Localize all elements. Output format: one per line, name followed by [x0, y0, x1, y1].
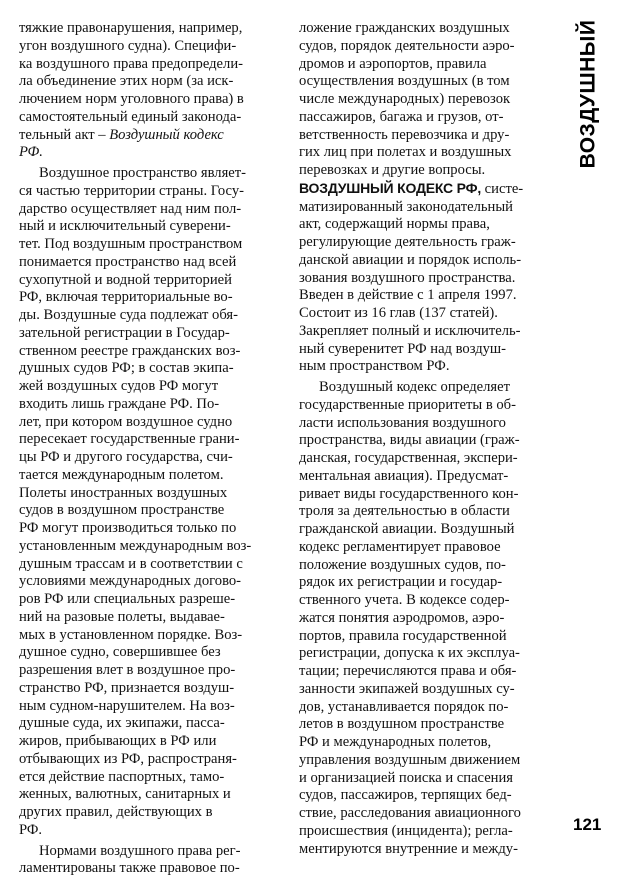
text-line: числе международных) перевозок — [299, 91, 561, 109]
text-line: дов, устанавливается порядок по- — [299, 699, 561, 717]
text-line — [299, 180, 561, 199]
text-line: РФ, включая территориальные во- — [19, 289, 287, 307]
text-line: ствие, расследования авиационного — [299, 805, 561, 823]
text-line: ственного учета. В кодексе содер- — [299, 592, 561, 610]
text-line: ка воздушного права предопредели- — [19, 56, 287, 74]
page-number: 121 — [573, 815, 601, 835]
text-line: данская, государственная, экспери- — [299, 450, 561, 468]
text-line: ется действие паспортных, тамо- — [19, 769, 287, 787]
left-column — [19, 20, 287, 878]
text-line: гих лиц при полетах и воздушных — [299, 144, 561, 162]
text-line: тет. Под воздушным пространством — [19, 236, 287, 254]
text-line: ложение гражданских воздушных — [299, 20, 561, 38]
text-line: отбывающих из РФ, распространя- — [19, 751, 287, 769]
text-line: душных судов РФ; в состав экипа- — [19, 360, 287, 378]
text-line: судов, пассажиров, терпящих бед- — [299, 787, 561, 805]
text-line: положение воздушных судов, по- — [299, 557, 561, 575]
text-line: разрешения влет в воздушное про- — [19, 662, 287, 680]
text-line: странство РФ, признается воздуш- — [19, 680, 287, 698]
text-line: мых в установленном порядке. Воз- — [19, 627, 287, 645]
text-line: происшествия (инцидента); регла- — [299, 823, 561, 841]
text-line: установленным международным воз- — [19, 538, 287, 556]
text-line: жиров, прибывающих в РФ или — [19, 733, 287, 751]
text-line: тяжкие правонарушения, например, — [19, 20, 287, 38]
left-paragraph-3 — [19, 843, 287, 878]
text-line: пространства, виды авиации (граж- — [299, 432, 561, 450]
text-line: Полеты иностранных воздушных — [19, 485, 287, 503]
text-line: душные суда, их экипажи, пасса- — [19, 715, 287, 733]
text-line: ды. Воздушные суда подлежат обя- — [19, 307, 287, 325]
text-line: Закрепляет полный и исключитель- — [299, 323, 561, 341]
text-fragment: систе- — [481, 181, 523, 197]
text-line: цы РФ и другого государства, счи- — [19, 449, 287, 467]
text-line: Воздушное пространство являет- — [19, 165, 287, 183]
text-line: РФ. — [19, 822, 287, 840]
text-line: дромов и аэропортов, правила — [299, 56, 561, 74]
text-line: тации; перечисляются права и обя- — [299, 663, 561, 681]
text-line: летов в воздушном пространстве — [299, 716, 561, 734]
text-line: Воздушный кодекс определяет — [299, 379, 561, 397]
text-line: Введен в действие с 1 апреля 1997. — [299, 287, 561, 305]
text-line: ментальная авиация). Предусмат- — [299, 468, 561, 486]
text-line: зования воздушного пространства. — [299, 270, 561, 288]
text-line: ний на разовые полеты, выдавае- — [19, 609, 287, 627]
text-line: тается международным полетом. — [19, 467, 287, 485]
text-fragment: тельный акт – — [19, 127, 106, 143]
text-line: перевозках и другие вопросы. — [299, 162, 561, 180]
text-line: ментируются внутренние и между- — [299, 841, 561, 859]
cross-reference: Воздушный кодекс — [109, 127, 223, 143]
text-line: условиями международных догово- — [19, 573, 287, 591]
text-line: сухопутной и водной территорией — [19, 272, 287, 290]
text-line: рядок их регистрации и государ- — [299, 574, 561, 592]
text-line: регулирующие деятельность граж- — [299, 234, 561, 252]
text-line: других правил, действующих в — [19, 804, 287, 822]
text-line: душное судно, совершившее без — [19, 644, 287, 662]
text-line: гражданской авиации. Воздушный — [299, 521, 561, 539]
text-line: занности экипажей воздушных су- — [299, 681, 561, 699]
text-line: РФ и международных полетов, — [299, 734, 561, 752]
right-paragraph-3 — [299, 379, 561, 858]
entry-term: ВОЗДУШНЫЙ КОДЕКС РФ, — [299, 180, 481, 196]
text-line: регистрации, допуска к их эксплуа- — [299, 645, 561, 663]
text-line: ламентированы также правовое по- — [19, 860, 287, 878]
text-line: троля за деятельностью в области — [299, 503, 561, 521]
text-line: пассажиров, багажа и грузов, от- — [299, 109, 561, 127]
text-line: ный суверенитет РФ над воздуш- — [299, 341, 561, 359]
section-tab-label: ВОЗДУШНЫЙ — [576, 20, 600, 169]
text-line: ривает виды государственного кон- — [299, 486, 561, 504]
text-line: лет, при котором воздушное судно — [19, 414, 287, 432]
text-line: ров РФ или специальных разреше- — [19, 591, 287, 609]
text-line: лючением норм уголовного права) в — [19, 91, 287, 109]
text-line: ла объединение этих норм (за иск- — [19, 73, 287, 91]
text-line: кодекс регламентирует правовое — [299, 539, 561, 557]
text-line: жатся понятия аэродромов, аэро- — [299, 610, 561, 628]
text-line: входить лишь граждане РФ. По- — [19, 396, 287, 414]
text-line: ным пространством РФ. — [299, 358, 561, 376]
text-line: данской авиации и порядок исполь- — [299, 252, 561, 270]
text-line: душным трассам и в соответствии с — [19, 556, 287, 574]
text-line: осуществления воздушных (в том — [299, 73, 561, 91]
text-line: Нормами воздушного права рег- — [19, 843, 287, 861]
text-line: акт, содержащий нормы права, — [299, 216, 561, 234]
left-paragraph-1 — [19, 20, 287, 162]
text-line: матизированный законодательный — [299, 199, 561, 217]
text-line: понимается пространство над всей — [19, 254, 287, 272]
left-paragraph-2 — [19, 165, 287, 840]
text-line: ветственность перевозчика и дру- — [299, 127, 561, 145]
text-line: ным судном-нарушителем. На воз- — [19, 698, 287, 716]
text-line: дарство осуществляет над ним пол- — [19, 201, 287, 219]
text-line: Состоит из 16 глав (137 статей). — [299, 305, 561, 323]
text-line: жей воздушных судов РФ могут — [19, 378, 287, 396]
text-line: ся частью территории страны. Госу- — [19, 183, 287, 201]
text-line: ный и исключительный суверени- — [19, 218, 287, 236]
text-line: и организацией поиска и спасения — [299, 770, 561, 788]
text-line: зательной регистрации в Государ- — [19, 325, 287, 343]
text-line: государственные приоритеты в об- — [299, 397, 561, 415]
right-column — [299, 20, 561, 858]
text-line — [19, 127, 287, 145]
text-line: пересекает государственные грани- — [19, 431, 287, 449]
cross-reference-end: РФ. — [19, 144, 43, 160]
text-line: ласти использования воздушного — [299, 415, 561, 433]
text-line: управления воздушным движением — [299, 752, 561, 770]
text-line: ственном реестре гражданских воз- — [19, 343, 287, 361]
right-paragraph-1 — [299, 20, 561, 180]
text-line: женных, валютных, санитарных и — [19, 786, 287, 804]
text-line: самостоятельный единый законода- — [19, 109, 287, 127]
text-line: судов, порядок деятельности аэро- — [299, 38, 561, 56]
section-tab — [566, 24, 610, 164]
text-line: угон воздушного судна). Специфи- — [19, 38, 287, 56]
text-line: портов, правила государственной — [299, 628, 561, 646]
right-paragraph-2 — [299, 180, 561, 376]
text-line: судов в воздушном пространстве — [19, 502, 287, 520]
text-line: РФ могут производиться только по — [19, 520, 287, 538]
text-line — [19, 144, 287, 162]
